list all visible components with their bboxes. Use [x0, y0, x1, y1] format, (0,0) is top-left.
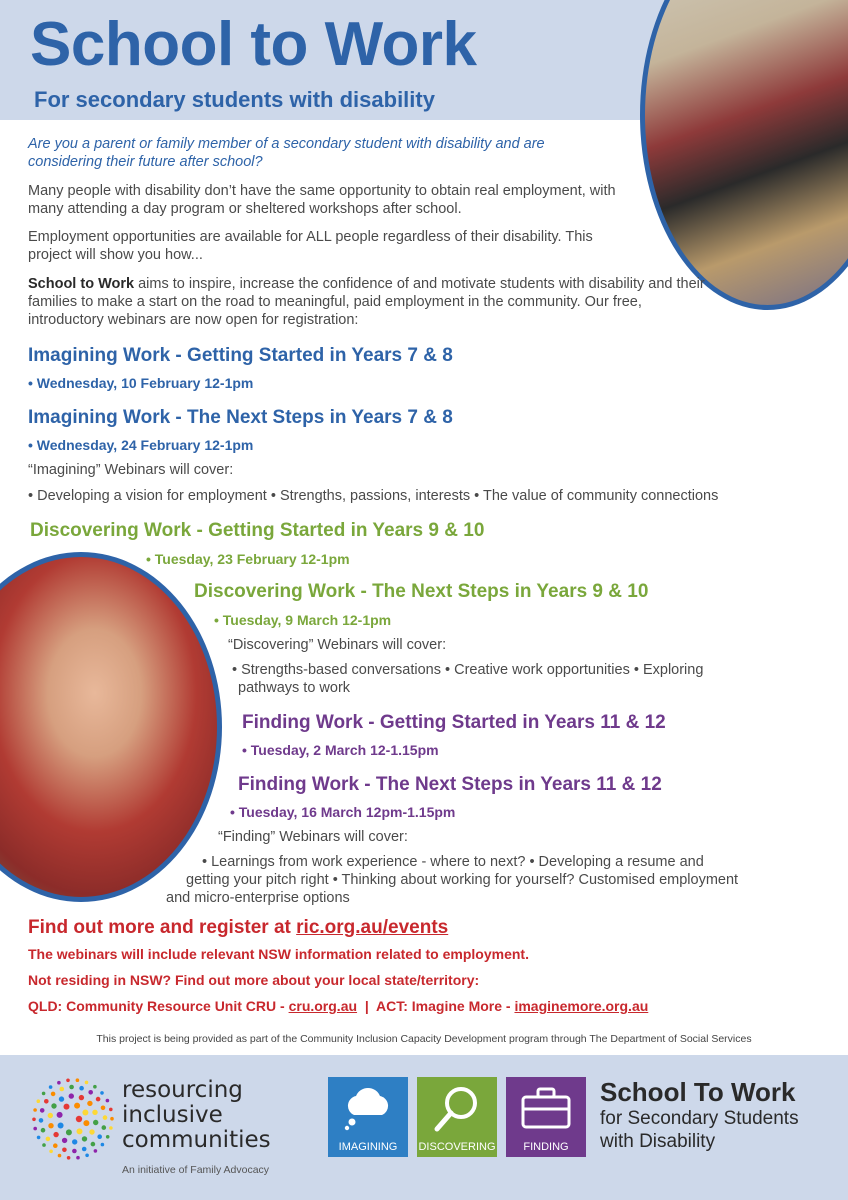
stw-logo-line-2: for Secondary Students — [600, 1108, 799, 1129]
discovering-cover-line-1: • Strengths-based conversations • Creative work opportunities • Exploring — [232, 662, 704, 678]
imagining-webinar-2-title: Imagining Work - The Next Steps in Years 7 & 8 — [28, 407, 453, 428]
imagining-webinar-1-title: Imagining Work - Getting Started in Years 7 & 8 — [28, 345, 453, 366]
imagining-tile — [328, 1077, 408, 1157]
stw-logo-title: School To Work — [600, 1077, 796, 1107]
discovering-tile — [417, 1077, 497, 1157]
discovering-cover-title: “Discovering” Webinars will cover: — [228, 637, 447, 653]
finding-tile — [506, 1077, 586, 1157]
register-heading-text: Find out more and register at — [28, 917, 297, 938]
briefcase-icon — [520, 1087, 572, 1131]
finding-webinar-1-date: • Tuesday, 2 March 12-1.15pm — [242, 742, 439, 758]
program-name: School to Work — [28, 276, 135, 292]
ric-word-3: communities — [122, 1127, 271, 1153]
register-nsw-note: The webinars will include relevant NSW information related to employment. — [28, 946, 529, 962]
smiling-student-photo — [0, 552, 222, 902]
ric-word-1: resourcing — [122, 1077, 243, 1103]
dot-circle-logo-icon — [32, 1078, 114, 1160]
ric-word-2: inclusive — [122, 1102, 223, 1128]
imagining-cover-title: “Imagining” Webinars will cover: — [28, 462, 234, 478]
page-subtitle: For secondary students with disability — [34, 87, 435, 112]
stw-logo-line-3: with Disability — [600, 1131, 716, 1152]
ric-tagline: An initiative of Family Advocacy — [122, 1164, 270, 1176]
act-label: | ACT: Imagine More - — [357, 998, 515, 1014]
events-link[interactable]: ric.org.au/events — [296, 917, 449, 938]
imaginemore-link[interactable]: imaginemore.org.au — [514, 998, 649, 1014]
finding-cover-line-2: getting your pitch right • Thinking about working for yourself? Customised employment — [186, 872, 739, 888]
cru-link[interactable]: cru.org.au — [288, 998, 358, 1014]
funding-footnote: This project is being provided as part of the Community Inclusion Capacity Development program through The Department of Social Services — [96, 1033, 752, 1045]
imagining-webinar-2-date: • Wednesday, 24 February 12-1pm — [28, 437, 254, 453]
discovering-webinar-1-title: Discovering Work - Getting Started in Years 9 & 10 — [30, 520, 485, 541]
students-working-photo — [640, 0, 848, 310]
finding-webinar-2-date: • Tuesday, 16 March 12pm-1.15pm — [230, 804, 456, 820]
intro-paragraph-1: Many people with disability don’t have the same opportunity to obtain real employment, with many attending a day program or sheltered workshops after school. — [28, 183, 616, 217]
discovering-webinar-2-title: Discovering Work - The Next Steps in Years 9 & 10 — [194, 581, 649, 602]
intro-paragraph-2: Employment opportunities are available for ALL people regardless of their disability. This project will show you how... — [28, 229, 593, 263]
finding-tile-label: FINDING — [523, 1141, 569, 1153]
intro-question: Are you a parent or family member of a secondary student with disability and are considering their future after school? — [28, 136, 545, 170]
intro-paragraph-3-text: aims to inspire, increase the confidence of and motivate students with disability and their families to make a start on the road to meaningful, paid employment in the community. Our free, introductory webinars are now open for registration: — [28, 276, 705, 328]
finding-webinar-2-title: Finding Work - The Next Steps in Years 11 & 12 — [238, 774, 662, 795]
page-title: School to Work — [30, 10, 477, 79]
intro-paragraph-3 — [28, 275, 708, 329]
discovering-webinar-1-date: • Tuesday, 23 February 12-1pm — [146, 551, 350, 567]
discovering-tile-label: DISCOVERING — [418, 1141, 496, 1153]
finding-cover-title: “Finding” Webinars will cover: — [218, 829, 408, 845]
finding-cover-line-3: and micro-enterprise options — [166, 890, 350, 906]
ric-wordmark — [122, 1078, 271, 1153]
register-heading — [28, 917, 448, 939]
register-state-links — [28, 998, 648, 1014]
register-other-states: Not residing in NSW? Find out more about your local state/territory: — [28, 972, 480, 988]
imagining-cover-items: • Developing a vision for employment • Strengths, passions, interests • The value of community connections — [28, 488, 719, 504]
discovering-webinar-2-date: • Tuesday, 9 March 12-1pm — [214, 612, 392, 628]
imagining-webinar-1-date: • Wednesday, 10 February 12-1pm — [28, 375, 254, 391]
cloud-icon — [342, 1085, 394, 1131]
qld-label: QLD: Community Resource Unit CRU - — [28, 998, 289, 1014]
imagining-tile-label: IMAGINING — [338, 1141, 398, 1153]
finding-webinar-1-title: Finding Work - Getting Started in Years 11 & 12 — [242, 712, 666, 733]
magnifier-icon — [431, 1083, 483, 1135]
discovering-cover-line-2: pathways to work — [238, 680, 351, 696]
finding-cover-line-1: • Learnings from work experience - where to next? • Developing a resume and — [202, 854, 704, 870]
